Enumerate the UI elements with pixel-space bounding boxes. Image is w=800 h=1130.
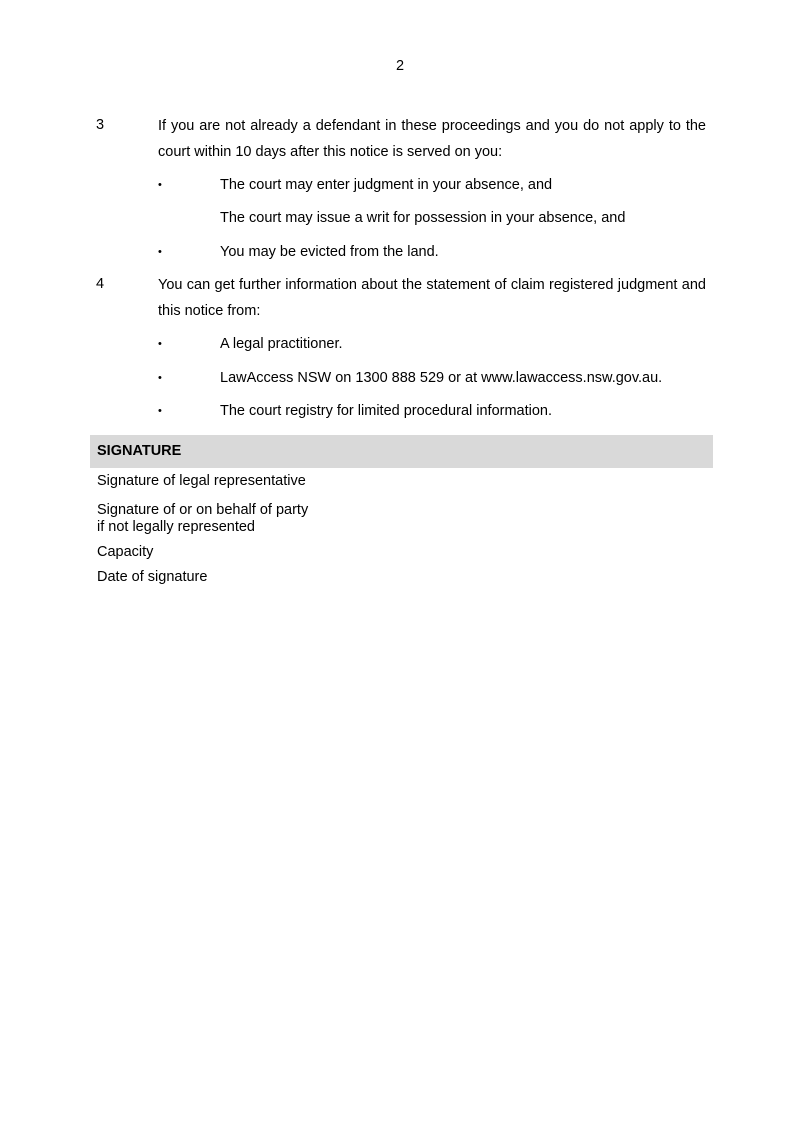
list-item [158,368,708,388]
legal-representative-signature-label: Signature of legal representative [97,473,306,489]
paragraph-text: You can get further information about the statement of claim registered judgment and this notice from: [158,277,706,319]
list-item-text: A legal practitioner. [220,336,343,352]
page-number: 2 [395,58,405,74]
bullet-icon: • [158,246,162,258]
signature-section-header [90,435,713,468]
list-item-text: The court registry for limited procedural information. [220,403,553,419]
list-item [158,175,708,195]
paragraph-number: 3 [96,117,105,133]
paragraph-3 [96,113,706,165]
party-signature-label: Signature of or on behalf of party [97,502,309,518]
list-item [158,208,708,228]
list-item [158,401,708,421]
paragraph-4 [96,272,706,324]
list-item-text: You may be evicted from the land. [220,244,439,260]
capacity-label: Capacity [97,544,154,560]
list-item-text: The court may issue a writ for possession in your absence, and [220,210,626,226]
list-item-text: The court may enter judgment in your absence, and [220,177,553,193]
paragraph-text: If you are not already a defendant in these proceedings and you do not apply to the court within 10 days after this notice is served on you: [158,118,706,160]
bullet-icon: • [158,338,162,350]
bullet-icon: • [158,179,162,191]
list-item [158,334,708,354]
date-of-signature-label: Date of signature [97,569,208,585]
party-signature-label-line2: if not legally represented [97,519,255,535]
bullet-icon: • [158,372,162,384]
paragraph-number: 4 [96,276,105,292]
list-item-text: LawAccess NSW on 1300 888 529 or at www.lawaccess.nsw.gov.au. [220,370,663,386]
list-item [158,242,708,262]
bullet-icon: • [158,405,162,417]
signature-heading: SIGNATURE [97,443,182,459]
